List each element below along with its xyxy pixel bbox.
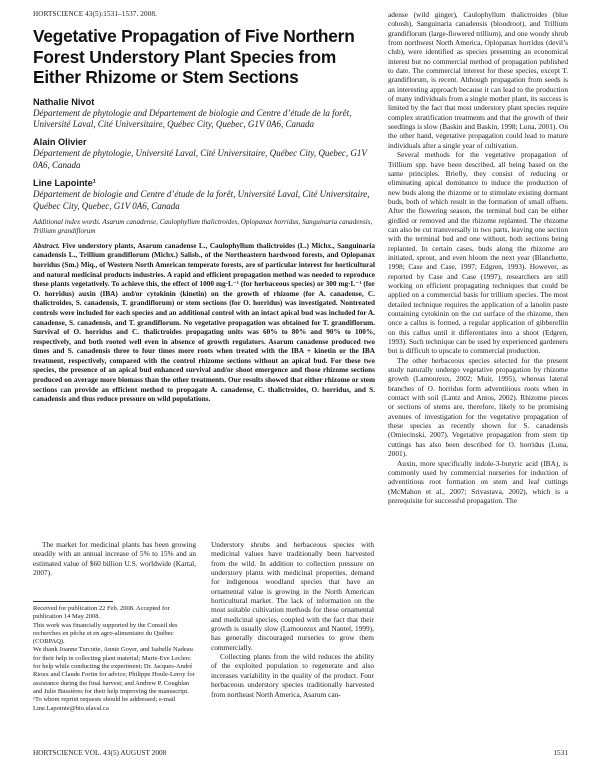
page-footer-journal: HORTSCIENCE VOL. 43(5) AUGUST 2008 bbox=[33, 748, 167, 757]
abstract-lead: Abstract. bbox=[33, 241, 60, 250]
author-name: Alain Olivier bbox=[33, 137, 87, 148]
footnote: Received for publication 22 Feb. 2008. Accepted for publication 14 May 2008. bbox=[33, 605, 170, 621]
body-paragraph: Several methods for the vegetative propagation of Trillium spp. have been described, all being based on the same principles. Briefly, they consist of reducing or eliminating apical dominance to induce the production of new buds along the rhizome or to stimulate existing dormant buds, both of which result in the formation of small offsets. After the flowering season, the terminal bud can be either girdled or removed and the rhizome replanted. The rhizome can also be cut transversally in two parts, leaving one section with the terminal bud and one without, both sections being replanted. In certain cases, buds along the rhizome are initiated, sprout, and even bloom the next year (Blanchette, 1998; Case and Case, 1997; Edgren, 1993). However, as reported by Case and Case (1997), researchers are still working on efficient propagating techniques that could be applied on a commercial basis for trillium species. The most detailed technique requires the application of a lanolin paste containing cytokinin on the cut surface of the rhizome, then once a callus is formed, a regular application of gibberellin on this callus until it differentiates into a shoot (Edgren, 1993). Such technique can be used by experienced gardeners but is difficult to upscale to commercial production. bbox=[388, 150, 568, 356]
body-paragraph: Understory shrubs and herbaceous species with medicinal values have traditionally been harvested from the wild. In addition to collection pressure on understory plants with medicinal properties, demand for indigenous woodland species that have an ornamental value is growing in the North American horticultural market. The lack of information on the most suitable cultivation methods for these ornamental and medicinal species, coupled with the fact that their growth is usually slow (Lamoureux and Nantel, 1999), has generally discouraged nurseries to grow them commercially. bbox=[211, 540, 374, 652]
author-name: Nathalie Nivot bbox=[33, 96, 95, 107]
article-title: Vegetative Propagation of Five Northern Forest Understory Plant Species from Either Rhizome or Stem Sections bbox=[33, 26, 355, 87]
abstract bbox=[33, 242, 375, 405]
footnote-divider bbox=[33, 601, 113, 602]
body-paragraph: Auxin, more specifically indole-3-butyric acid (IBA), is commonly used by commercial nurseries for induction of adventitious root formation on stem and leaf cuttings (McMahon et al., 2007; Srivastava, 2002), which is a prerequisite for successful propagation. The bbox=[388, 458, 568, 505]
author-affiliation: Département de phytologie, Université Laval, Cité Universitaire, Québec City, Quebec, G1V 0A6, Canada bbox=[33, 148, 367, 170]
body-paragraph: Collecting plants from the wild reduces the ability of the exploited population to regenerate and also increases variability in the quality of the product. Four herbaceous understory species traditionally harvested from northeast North America, Asarum can- bbox=[211, 652, 374, 699]
footnote: ¹To whom reprint requests should be addressed; e-mail Line.Lapointe@bio.ulaval.ca bbox=[33, 696, 176, 712]
journal-header: HORTSCIENCE 43(5):1531–1537. 2008. bbox=[33, 10, 157, 18]
author-affiliation: Département de phytologie and Département de biologie and Centre d’étude de la forêt, Université Laval, Cité Universitaire, Québec City, Quebec, G1V 0A6, Canada bbox=[33, 107, 352, 129]
footnote: This work was financially supported by the Conseil des recherches en pêche et en agro-alimentaire du Québec (CORPAQ). bbox=[33, 621, 178, 646]
author-name: Line Lapointe¹ bbox=[33, 178, 96, 189]
article-front-matter bbox=[33, 26, 375, 405]
page-number: 1531 bbox=[553, 748, 568, 757]
footnote: We thank Joanne Turcotte, Annie Goyer, and Isabelle Nadeau for their help in collecting plant material; Marie-Eve Leclerc for help while conducting the experiment; Dr. Jacques-André Rioux and Claude Fortin for advice; Philippe Houle-Leroy for assistance during the final harvest; and Andrew P. Coughlan and Julie Bussières for their help improving the manuscript. bbox=[33, 646, 195, 695]
abstract-text: Five understory plants, Asarum canadense L., Caulophyllum thalictroides (L.) Michx., Sanguinaria canadensis L., Trillium grandiflorum (Michx.) Salisb., of the Northeastern hardwood forests, and Oplopanax horridus (Sm.) Miq., of Western North American temperate forests, are of particular interest for horticultural and natural medicinal products industries. A rapid and efficient propagation method was needed to reproduce these plants vegetatively. To achieve this, the effect of 1000 mg·L⁻¹ (for herbaceous species) or 300 mg·L⁻¹ (for O. horridus) auxin (IBA) and/or cytokinin (kinetin) on the growth of rhizome (for A. canadense, C. thalictroides, S. canadensis, T. grandiflorum) or stem sections (for O. horridus) was investigated. Nontreated controls were included for each species and an additional control with an intact apical bud was included for A. canadense, S. canadensis, and T. grandiflorum. No vegetative propagation was obtained for T. grandiflorum. Survival of O. horridus and C. thalictroides propagating units was 60% to 80% and 90% to 100%, respectively, and both rooted well even in absence of growth regulators. Asarum canadense produced two times and S. canadensis three to four times more roots when treated with the IBA + kinetin or the IBA treatment, respectively, compared with the control rhizome sections without an apical bud. For these two species, the presence of an apical bud enhanced survival and/or shoot emergence and those rhizome sections produced on average more biomass than the other treatments. Our results showed that either rhizome or stem sections can provide an efficient method to propagate A. canadense, C. thalictroides, O. horridus, and S. canadensis and thus reduce pressure on wild populations. bbox=[33, 241, 376, 404]
author-affiliation: Département de biologie and Centre d’étude de la forêt, Université Laval, Cité Universitaire, Québec City, Quebec, G1V 0A6, Canada bbox=[33, 189, 370, 211]
body-column-3 bbox=[388, 10, 568, 505]
body-column-1 bbox=[33, 540, 196, 577]
body-paragraph: adense (wild ginger), Caulophyllum thalictroides (blue cohosh), Sanguinaria canadensis (bloodroot), and Trillium grandiflorum (large-flowered trillium), and one woody shrub from northwest North America, Oplopanax horridus (devil’s club), were identified as species presenting an economical interest but no commercial method of propagation published to date. The commercial interest for these species, except T. grandiflorum, is recent. Although propagation from seeds is an interesting approach because it can lead to the production of many individuals from a single mother plant, its success is limited by the fact that most understory plant species require complex stratification treatments and that the growth of their seedlings is slow (Baskin and Baskin, 1998; Luna, 2001). On the other hand, vegetative propagation could lead to mature individuals after a single year of cultivation. bbox=[388, 10, 568, 150]
footnotes bbox=[33, 605, 196, 713]
keywords: Additional index words. Asarum canadense, Caulophyllum thalictroides, Oplopanax horridus, Sanguinaria canadensis, Trillium grandiflorum bbox=[33, 217, 373, 236]
body-paragraph: The other herbaceous species selected for the present study naturally undergo vegetative propagation by rhizome growth (Lamoureux, 2002; Muir, 1995), whereas lateral branches of O. horridus form adventitious roots when in contact with soil (Lantz and Antos, 2002). Rhizome pieces or sections of stems are, therefore, likely to be promising avenues of investigation for the vegetative propagation of these species as recently shown for S. canadensis (Omiecinski, 2007). Vegetative propagation from stem tip cuttings has also been described for O. horridus (Luna, 2001). bbox=[388, 355, 568, 459]
body-paragraph: The market for medicinal plants has been growing steadily with an annual increase of 5% to 15% and an estimated value of $60 billion U.S. worldwide (Kartal, 2007). bbox=[33, 540, 196, 578]
body-column-2 bbox=[211, 540, 374, 699]
